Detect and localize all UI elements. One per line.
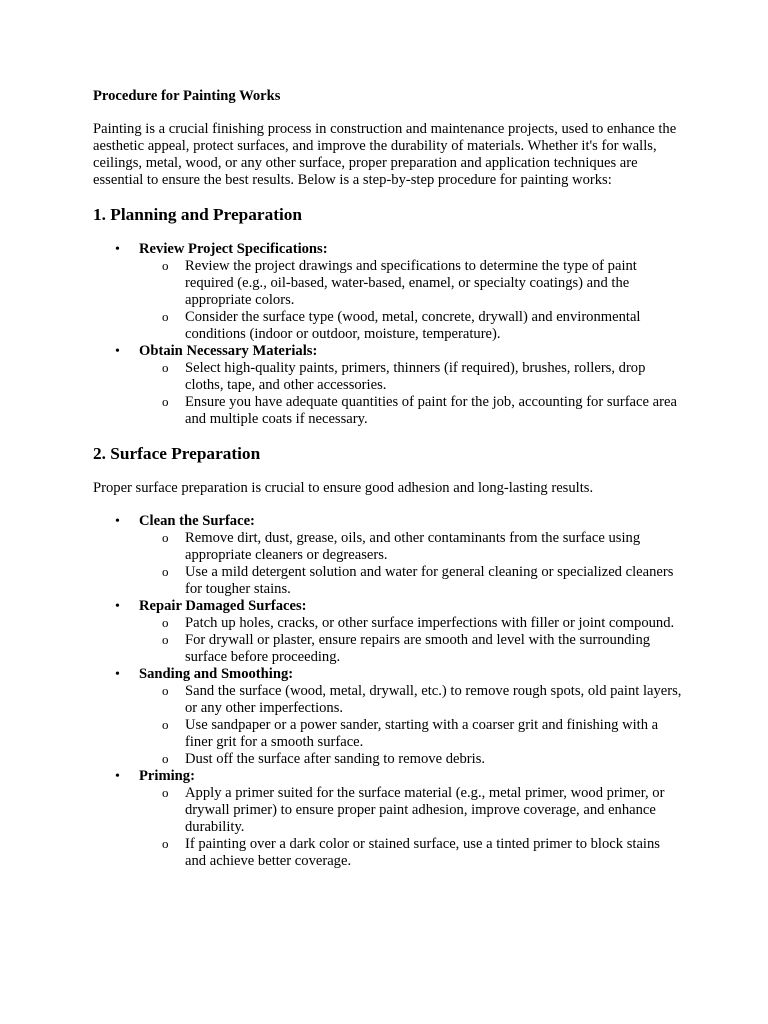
list-item <box>93 768 683 870</box>
sub-list-item <box>139 751 683 768</box>
sub-item-text: Review the project drawings and specifications to determine the type of paint required (e.g., oil-based, water-based, enamel, or specialty coatings) and the appropriate colors. <box>185 258 637 308</box>
sub-bullet-icon: o <box>162 258 169 273</box>
sub-list-item <box>139 564 683 598</box>
sub-item-text: Dust off the surface after sanding to remove debris. <box>185 751 486 767</box>
list-item <box>93 513 683 598</box>
sub-list-item <box>139 530 683 564</box>
sub-bullet-icon: o <box>162 360 169 375</box>
section-heading-surface-preparation: 2. Surface Preparation <box>93 444 261 463</box>
sub-bullet-icon: o <box>162 394 169 409</box>
sub-list-item <box>139 632 683 666</box>
sub-bullet-icon: o <box>162 836 169 851</box>
section-heading-planning: 1. Planning and Preparation <box>93 205 303 224</box>
sub-list <box>139 683 683 768</box>
item-label: Review Project Specifications: <box>139 241 328 257</box>
list-item <box>93 666 683 768</box>
sub-bullet-icon: o <box>162 717 169 732</box>
sub-item-text: Remove dirt, dust, grease, oils, and other contaminants from the surface using appropriate cleaners or degreasers. <box>185 530 641 563</box>
sub-item-text: Ensure you have adequate quantities of paint for the job, accounting for surface area and multiple coats if necessary. <box>185 394 677 427</box>
item-label: Sanding and Smoothing: <box>139 666 294 682</box>
item-label: Repair Damaged Surfaces: <box>139 598 307 614</box>
sub-item-text: Patch up holes, cracks, or other surface imperfections with filler or joint compound. <box>185 615 675 631</box>
section-list-surface-preparation <box>93 513 683 870</box>
sub-list-item <box>139 258 683 309</box>
sub-bullet-icon: o <box>162 615 169 630</box>
list-item <box>93 241 683 343</box>
sub-item-text: Sand the surface (wood, metal, drywall, etc.) to remove rough spots, old paint layers, or any other imperfections. <box>185 683 682 716</box>
sub-list <box>139 785 683 870</box>
sub-item-text: Apply a primer suited for the surface material (e.g., metal primer, wood primer, or drywall primer) to ensure proper paint adhesion, improve coverage, and enhance durability. <box>185 785 665 835</box>
sub-list-item <box>139 394 683 428</box>
bullet-icon: • <box>115 242 120 257</box>
sub-list <box>139 360 683 428</box>
item-label: Priming: <box>139 768 195 784</box>
sub-item-text: Consider the surface type (wood, metal, concrete, drywall) and environmental conditions (indoor or outdoor, moisture, temperature). <box>185 309 641 342</box>
item-label: Clean the Surface: <box>139 513 255 529</box>
sub-item-text: If painting over a dark color or stained surface, use a tinted primer to block stains and achieve better coverage. <box>185 836 660 869</box>
sub-bullet-icon: o <box>162 632 169 647</box>
intro-paragraph: Painting is a crucial finishing process in construction and maintenance projects, used to enhance the aesthetic appeal, protect surfaces, and improve the durability of materials. Whether it's for walls, ceilings, metal, wood, or any other surface, proper preparation and application techniques are essential to ensure the best results. Below is a step-by-step procedure for painting works: <box>93 121 677 188</box>
sub-item-text: Select high-quality paints, primers, thinners (if required), brushes, rollers, drop cloths, tape, and other accessories. <box>185 360 646 393</box>
bullet-icon: • <box>115 667 120 682</box>
sub-item-text: For drywall or plaster, ensure repairs are smooth and level with the surrounding surface before proceeding. <box>185 632 651 665</box>
list-item <box>93 598 683 666</box>
sub-list-item <box>139 717 683 751</box>
sub-bullet-icon: o <box>162 751 169 766</box>
bullet-icon: • <box>115 514 120 529</box>
sub-item-text: Use sandpaper or a power sander, starting with a coarser grit and finishing with a finer grit for a smooth surface. <box>185 717 659 750</box>
sub-bullet-icon: o <box>162 309 169 324</box>
sub-list-item <box>139 615 683 632</box>
section-list-planning <box>93 241 683 428</box>
sub-list <box>139 530 683 598</box>
sub-bullet-icon: o <box>162 683 169 698</box>
sub-list-item <box>139 360 683 394</box>
item-label: Obtain Necessary Materials: <box>139 343 318 359</box>
sub-bullet-icon: o <box>162 564 169 579</box>
list-item <box>93 343 683 428</box>
sub-list-item <box>139 836 683 870</box>
sub-list-item <box>139 785 683 836</box>
section-paragraph: Proper surface preparation is crucial to ensure good adhesion and long-lasting results. <box>93 480 594 496</box>
document-title: Procedure for Painting Works <box>93 88 281 104</box>
sub-item-text: Use a mild detergent solution and water for general cleaning or specialized cleaners for tougher stains. <box>185 564 674 597</box>
sub-list <box>139 615 683 666</box>
bullet-icon: • <box>115 344 120 359</box>
bullet-icon: • <box>115 599 120 614</box>
document-page <box>93 88 683 886</box>
sub-list <box>139 258 683 343</box>
sub-bullet-icon: o <box>162 785 169 800</box>
sub-list-item <box>139 309 683 343</box>
sub-list-item <box>139 683 683 717</box>
sub-bullet-icon: o <box>162 530 169 545</box>
bullet-icon: • <box>115 769 120 784</box>
